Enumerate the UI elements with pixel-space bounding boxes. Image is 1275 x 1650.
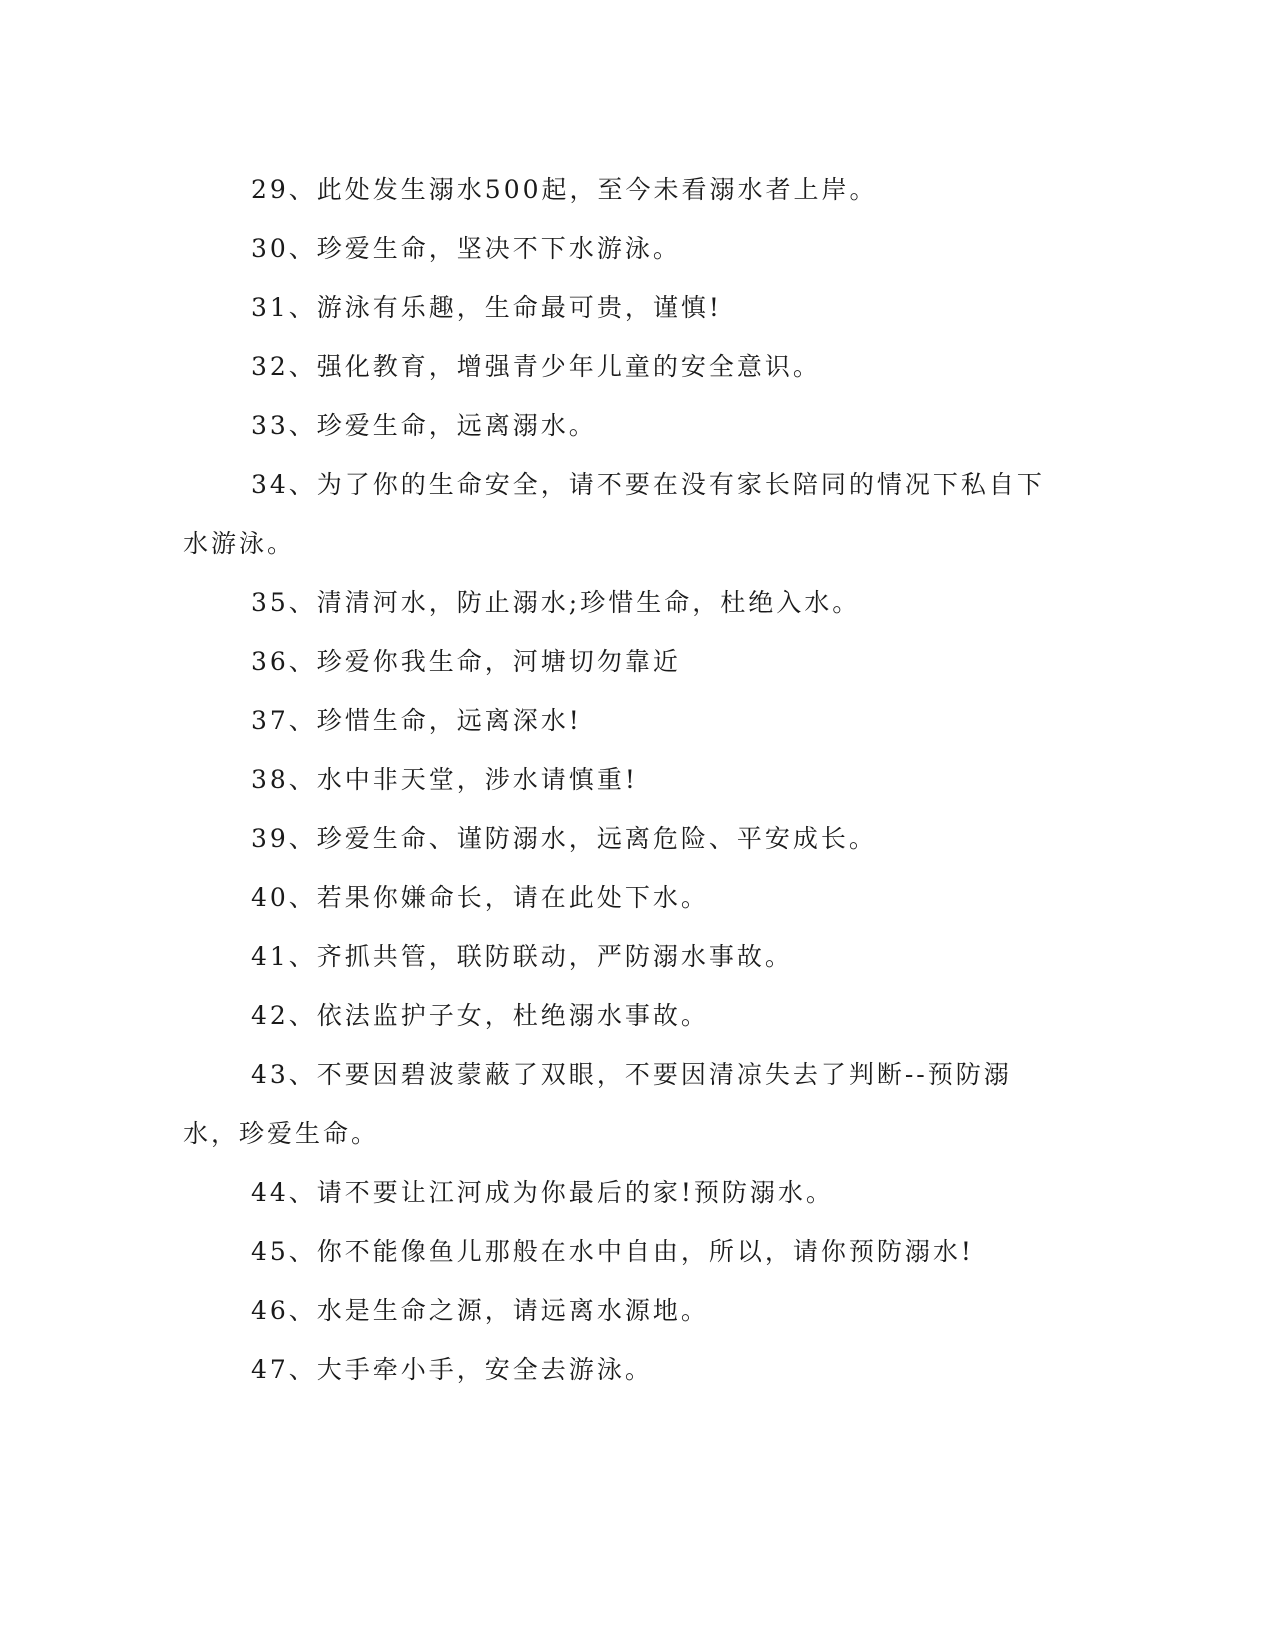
slogan-42: 42、依法监护子女，杜绝溺水事故。 (251, 1001, 709, 1030)
slogan-33: 33、珍爱生命，远离溺水。 (251, 411, 597, 440)
slogan-43: 43、不要因碧波蒙蔽了双眼，不要因清凉失去了判断--预防溺水，珍爱生命。 (183, 1060, 1012, 1148)
slogan-29: 29、此处发生溺水500起，至今未看溺水者上岸。 (251, 175, 878, 204)
slogan-45: 45、你不能像鱼儿那般在水中自由，所以，请你预防溺水! (251, 1237, 974, 1266)
slogan-44: 44、请不要让江河成为你最后的家!预防溺水。 (251, 1178, 834, 1207)
slogan-36: 36、珍爱你我生命，河塘切勿靠近 (251, 647, 681, 676)
slogan-40: 40、若果你嫌命长，请在此处下水。 (251, 883, 709, 912)
slogan-30: 30、珍爱生命，坚决不下水游泳。 (251, 234, 681, 263)
slogan-38: 38、水中非天堂，涉水请慎重! (251, 765, 638, 794)
slogan-46: 46、水是生命之源，请远离水源地。 (251, 1296, 709, 1325)
slogan-47: 47、大手牵小手，安全去游泳。 (251, 1355, 653, 1384)
slogan-32: 32、强化教育，增强青少年儿童的安全意识。 (251, 352, 821, 381)
slogan-39: 39、珍爱生命、谨防溺水，远离危险、平安成长。 (251, 824, 877, 853)
slogan-41: 41、齐抓共管，联防联动，严防溺水事故。 (251, 942, 793, 971)
slogan-37: 37、珍惜生命，远离深水! (251, 706, 582, 735)
slogan-34: 34、为了你的生命安全，请不要在没有家长陪同的情况下私自下水游泳。 (183, 470, 1045, 558)
document-body (183, 160, 1053, 1399)
slogan-35: 35、清清河水，防止溺水;珍惜生命，杜绝入水。 (251, 588, 861, 617)
slogan-31: 31、游泳有乐趣，生命最可贵，谨慎! (251, 293, 722, 322)
